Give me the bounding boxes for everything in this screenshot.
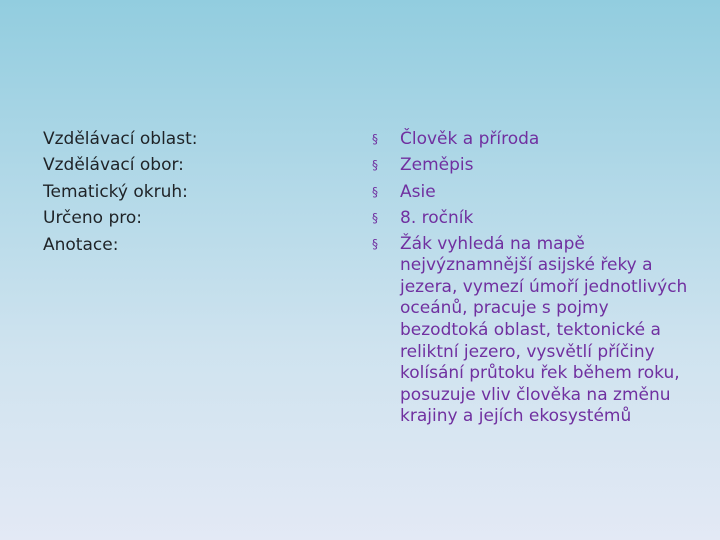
value-thematic-area [372,179,692,205]
label-educational-field: Vzdělávací obor: [43,155,184,176]
bullet-icon: § [372,211,378,226]
bullet-icon: § [372,158,378,173]
value-educational-area [372,126,692,152]
field-values [372,126,692,428]
field-labels [43,126,303,258]
value-text: Zeměpis [400,155,474,176]
label-annotation: Anotace: [43,234,119,255]
label-thematic-area: Tematický okruh: [43,181,188,202]
label-intended-for: Určeno pro: [43,208,142,229]
value-educational-field [372,152,692,178]
value-text: Člověk a příroda [400,129,540,149]
bullet-icon: § [372,132,378,146]
value-intended-for [372,205,692,231]
label-educational-area: Vzdělávací oblast: [43,129,198,149]
value-text: Asie [400,181,436,202]
value-text: 8. ročník [400,208,474,229]
value-annotation [372,234,692,428]
bullet-icon: § [372,184,378,199]
bullet-icon: § [372,236,378,251]
value-text: Žák vyhledá na mapě nejvýznamnější asijské řeky a jezera, vymezí úmoří jednotlivých oceánů, pracuje s pojmy bezodtoká oblast, tektonické a reliktní jezero, vysvětlí příčiny kolísání průtoku řek během roku, posuzuje vliv člověka na změnu krajiny a jejích ekosystémů [400,233,688,427]
